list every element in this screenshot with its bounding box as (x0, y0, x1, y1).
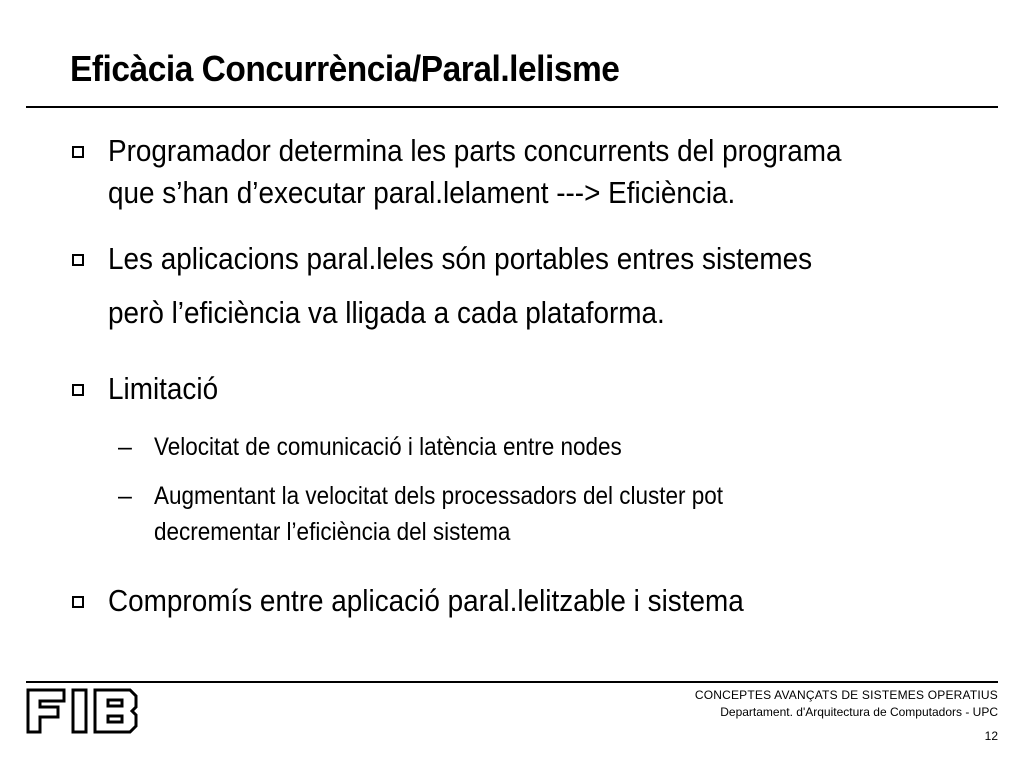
sub-bullet-text (154, 429, 622, 465)
bullet-line: Les aplicacions paral.leles són portables entres sistemes (108, 241, 813, 276)
bullet-text (108, 580, 918, 622)
sub-bullet-text (154, 478, 723, 550)
fib-logo (26, 688, 138, 734)
course-title: CONCEPTES AVANÇATS DE SISTEMES OPERATIUS (694, 688, 998, 702)
footer-divider (26, 681, 998, 683)
bullet-line: Programador determina les parts concurrents del programa (108, 133, 842, 168)
square-bullet-icon (72, 146, 84, 158)
bullet-text (108, 368, 918, 410)
dash-bullet-icon: – (118, 433, 132, 461)
bullet-text (108, 232, 918, 340)
page-number: 12 (984, 729, 998, 743)
sub-bullet-line: decrementar l’eficiència del sistema (154, 518, 511, 546)
square-bullet-icon (72, 254, 84, 266)
bullet-line: que s’han d’executar paral.lelament ---> Eficiència. (108, 175, 736, 210)
bullet-line: Compromís entre aplicació paral.lelitzable i sistema (108, 583, 744, 618)
sub-bullet-line: Augmentant la velocitat dels processadors del cluster pot (154, 482, 724, 510)
bullet-text (108, 130, 918, 214)
dash-bullet-icon: – (118, 482, 132, 510)
slide-title: Eficàcia Concurrència/Paral.lelisme (70, 48, 620, 89)
square-bullet-icon (72, 384, 84, 396)
bullet-line: però l’eficiència va lligada a cada plataforma. (108, 295, 665, 330)
square-bullet-icon (72, 596, 84, 608)
bullet-line: Limitació (108, 371, 219, 406)
department-name: Departament. d'Arquitectura de Computadors - UPC (720, 705, 998, 719)
sub-bullet-line: Velocitat de comunicació i latència entre nodes (154, 433, 622, 461)
